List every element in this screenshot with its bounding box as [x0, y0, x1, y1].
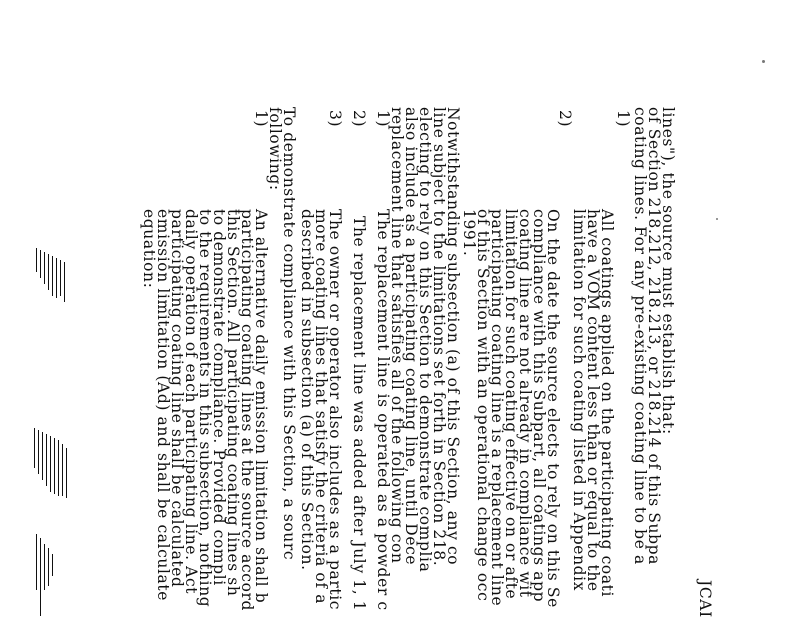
text-line: described in subsection (a) of this Section. [298, 209, 316, 571]
text-line: emission limitation (Ad) and shall be calculate [154, 209, 172, 601]
text-line: limitation for such coating listed in Appendix [570, 209, 588, 592]
text-line: All coatings applied on the participating coati [598, 209, 616, 598]
text-line: 1991. [460, 209, 478, 257]
text-line: coating line are not already in compliance wit [516, 209, 534, 598]
text-line: daily operation of each participating line. Act [182, 209, 200, 595]
text-line: following: [266, 107, 284, 191]
item-number: 3) [326, 110, 344, 128]
text-line: The owner or operator also includes as a partic [326, 209, 344, 611]
scan-speck [762, 60, 765, 63]
text-line: participating coating line is a replacement line [488, 209, 506, 607]
text-line: compliance with this Subpart, all coatings app [530, 209, 548, 603]
item-number: 1) [252, 110, 270, 128]
item-number: 1) [374, 110, 392, 128]
text-line: also include as a participating coating line, until Dece [402, 107, 420, 566]
text-line: participating coating line shall be calculated [168, 209, 186, 588]
text-line: Notwithstanding subsection (a) of this Section, any co [444, 107, 462, 566]
text-line: replacement line that satisfies all of the following con [388, 107, 406, 564]
text-line: to demonstrate compliance. Provided compli [210, 209, 228, 586]
text-line: have a VOM content less than or equal to the [584, 209, 602, 592]
text-line: this Section. All participating coating lines sh [224, 209, 242, 597]
text-line: limitation for such coating effective on or afte [502, 209, 520, 600]
item-number: 1) [614, 110, 632, 128]
text-line: The replacement line was added after July 1, 1 [350, 216, 368, 612]
text-line: equation: [140, 209, 158, 289]
text-line: lines"), the source must establish that: [659, 107, 677, 435]
text-line: An alternative daily emission limitation shall b [252, 209, 270, 604]
text-line: The replacement line is operated as a powder c [374, 209, 392, 611]
text-line: To demonstrate compliance with this Section, a sourc [280, 107, 298, 561]
text-line: electing to rely on this Section to demonstrate complia [416, 107, 434, 573]
scan-speck [716, 218, 718, 220]
text-line: to the requirements in this subsection, nothing [196, 209, 214, 608]
item-number: 2) [350, 110, 368, 128]
text-line: more coating lines that satisfy the criteria of a [312, 209, 330, 605]
text-line: of Section 218.212, 218.213, or 218.214 of this Subpa [645, 107, 663, 566]
text-line: On the date the source elects to rely on this Se [544, 209, 562, 608]
text-line: line subject to the limitations set forth in Section 218. [430, 107, 448, 567]
text-line: of this Section with an operational change occ [474, 209, 492, 602]
text-line: participating coating lines at the source accord [238, 209, 256, 612]
item-number: 2) [556, 110, 574, 128]
running-head: JCAI [696, 580, 714, 618]
text-line: coating lines. For any pre-existing coating line to be a [631, 107, 649, 565]
